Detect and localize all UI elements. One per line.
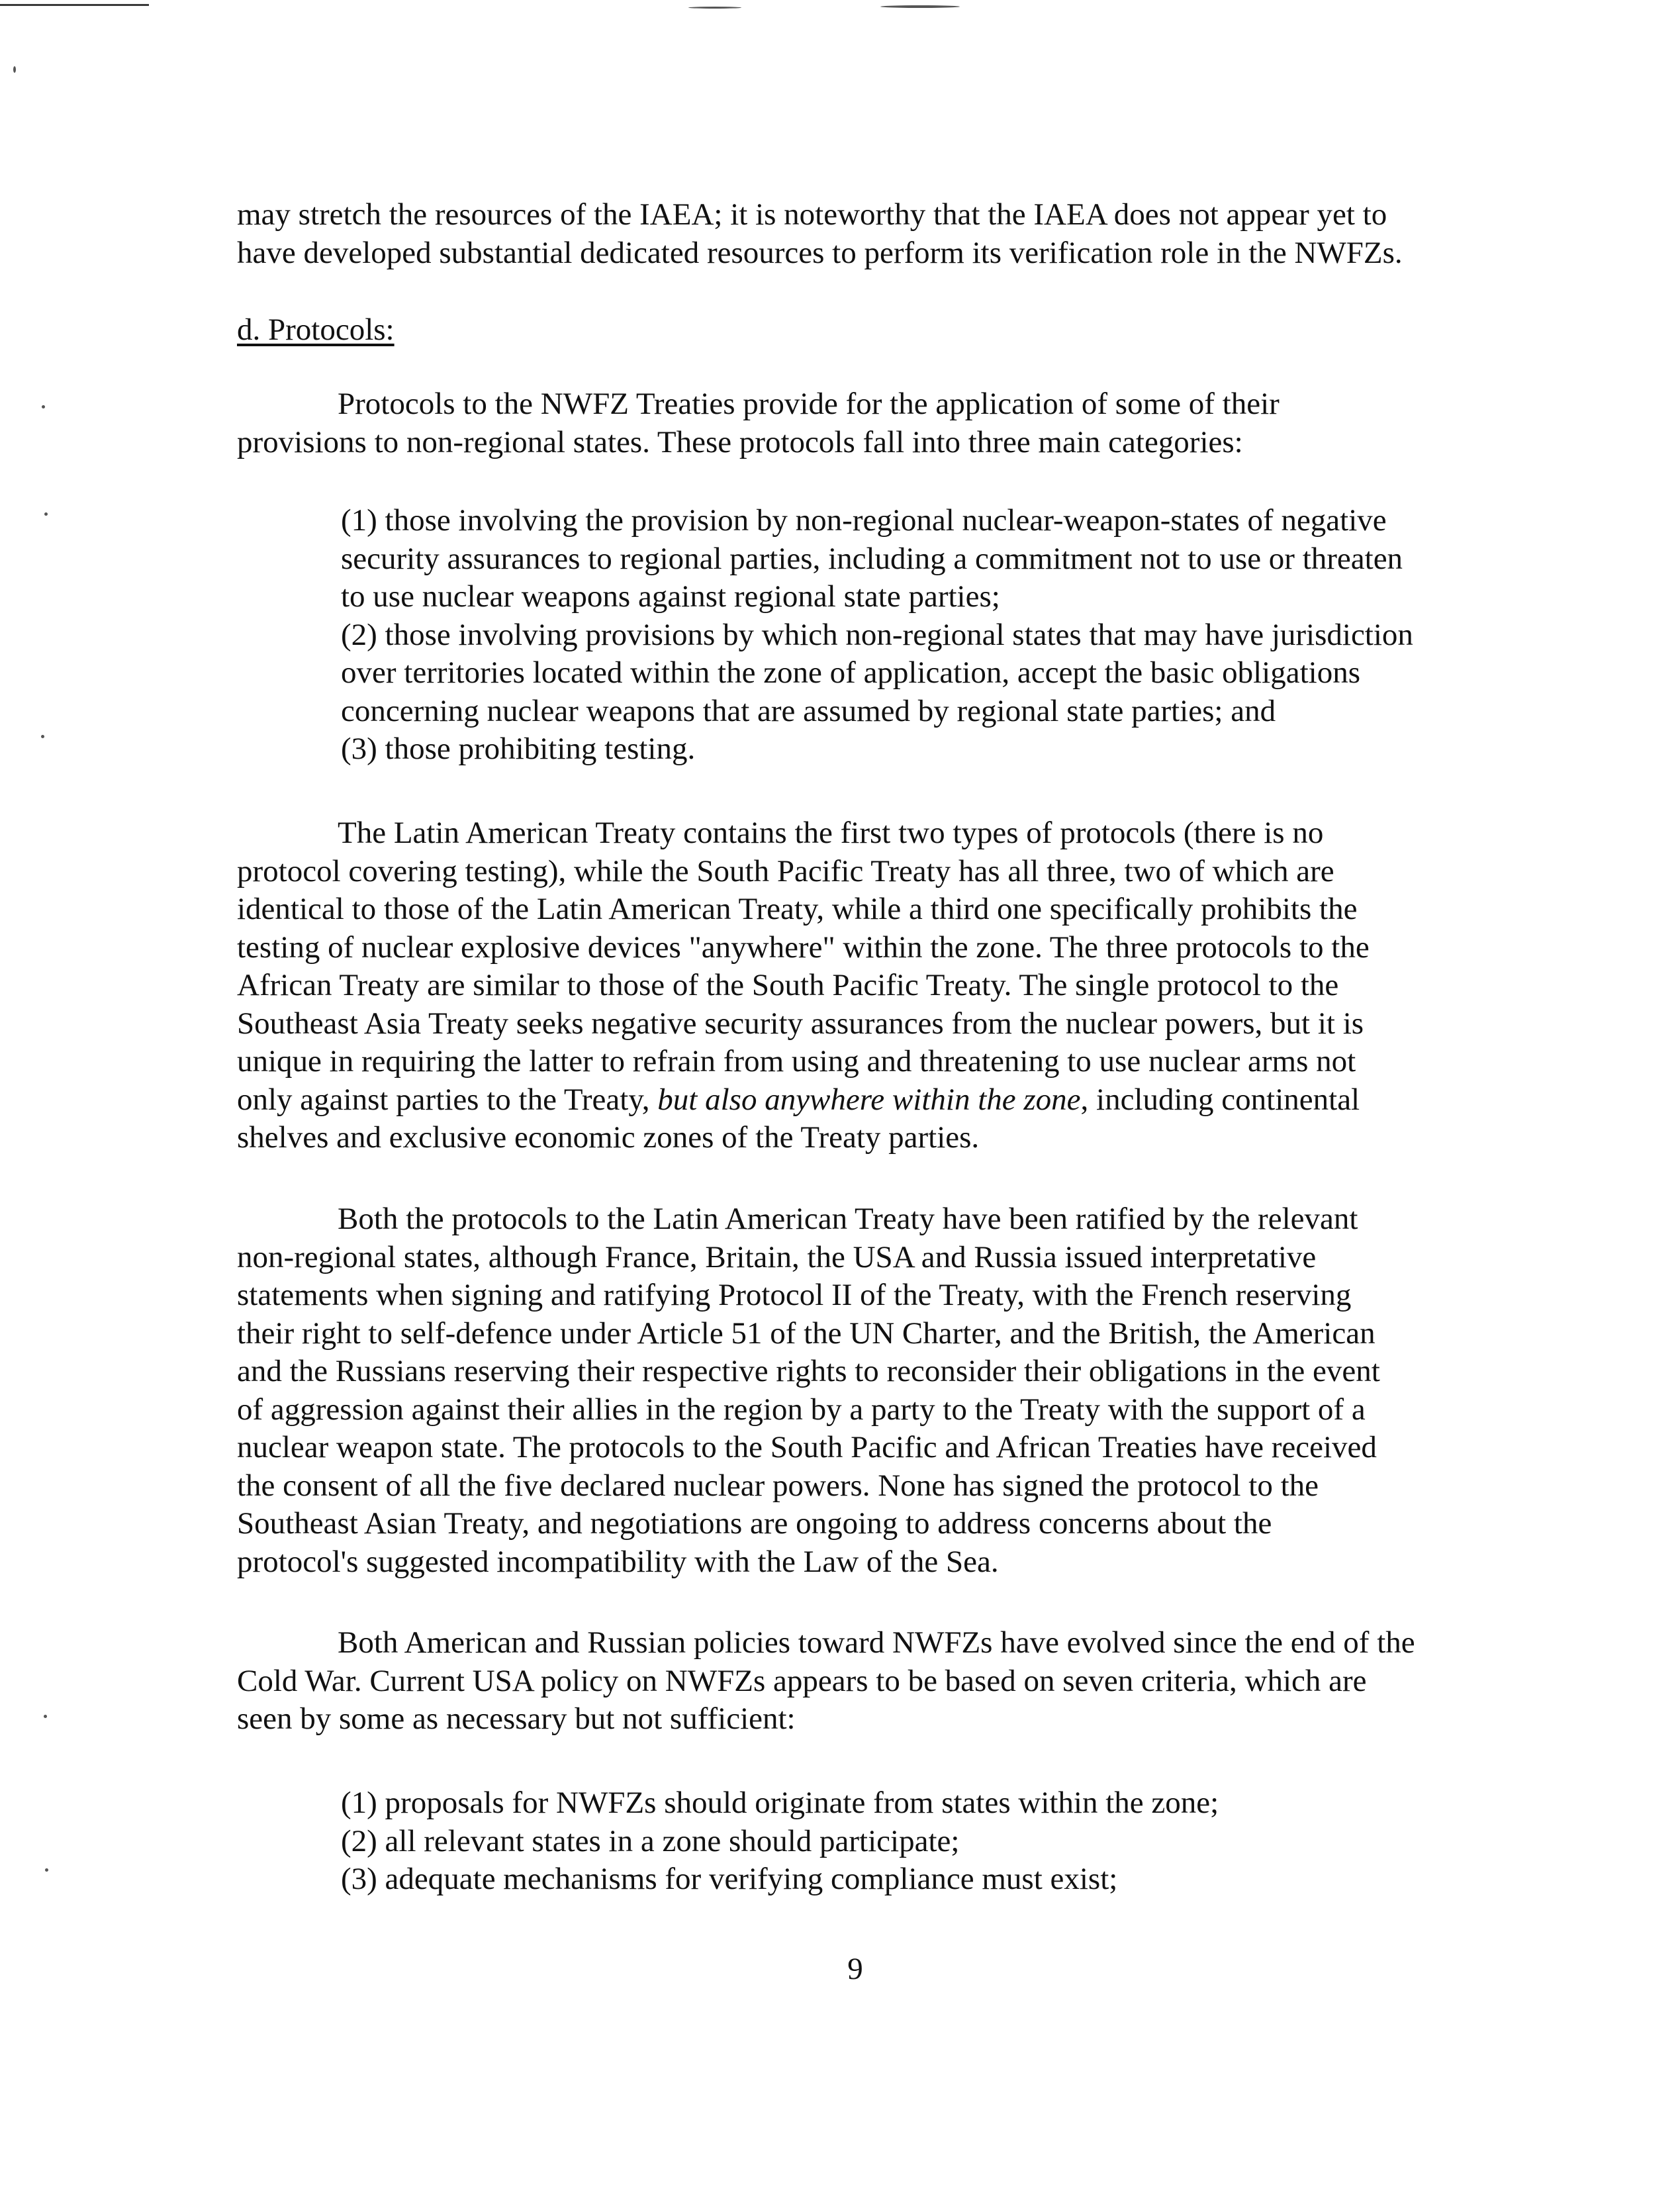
text-line: protocol covering testing), while the South Pacific Treaty has all three, two of which are xyxy=(237,853,1334,888)
text-line: may stretch the resources of the IAEA; it is noteworthy that the IAEA does not appear yet to xyxy=(237,197,1387,232)
scan-speck xyxy=(44,1715,47,1718)
text-line: seen by some as necessary but not sufficient: xyxy=(237,1701,796,1736)
text-line: The Latin American Treaty contains the first two types of protocols (there is no xyxy=(338,816,1324,850)
text-line: shelves and exclusive economic zones of the Treaty parties. xyxy=(237,1120,980,1155)
text-line: the consent of all the five declared nuclear powers. None has signed the protocol to the xyxy=(237,1468,1319,1503)
list-line: (2) those involving provisions by which non-regional states that may have jurisdiction xyxy=(341,617,1413,652)
text-line: Both the protocols to the Latin American Treaty have been ratified by the relevant xyxy=(338,1202,1358,1236)
latin-american-treaty-paragraph xyxy=(237,814,1534,1157)
text-line: and the Russians reserving their respective rights to reconsider their obligations in the event xyxy=(237,1354,1380,1388)
text-line: Southeast Asia Treaty seeks negative security assurances from the nuclear powers, but it is xyxy=(237,1006,1364,1041)
text-line: Cold War. Current USA policy on NWFZs appears to be based on seven criteria, which are xyxy=(237,1663,1367,1698)
scan-speck xyxy=(880,5,960,8)
protocol-categories-list xyxy=(341,502,1546,769)
list-line: (1) proposals for NWFZs should originate from states within the zone; xyxy=(341,1786,1219,1820)
text-line: Protocols to the NWFZ Treaties provide for the application of some of their xyxy=(338,387,1280,421)
text-line: nuclear weapon state. The protocols to the South Pacific and African Treaties have received xyxy=(237,1430,1377,1464)
scan-speck xyxy=(42,405,45,408)
section-heading-protocols: d. Protocols: xyxy=(237,312,395,347)
emphasized-text: but also anywhere within the zone xyxy=(657,1082,1081,1117)
page-number: 9 xyxy=(847,1952,863,1986)
text-run: only against parties to the Treaty, xyxy=(237,1082,658,1117)
list-line: to use nuclear weapons against regional state parties; xyxy=(341,579,1000,614)
list-line: (3) those prohibiting testing. xyxy=(341,732,696,766)
text-line: protocol's suggested incompatibility with the Law of the Sea. xyxy=(237,1544,999,1579)
scan-speck xyxy=(688,7,741,9)
list-line: (2) all relevant states in a zone should participate; xyxy=(341,1823,960,1858)
list-line: concerning nuclear weapons that are assumed by regional state parties; and xyxy=(341,693,1276,728)
text-line: have developed substantial dedicated resources to perform its verification role in the NWFZs. xyxy=(237,235,1403,270)
text-line: provisions to non-regional states. These protocols fall into three main categories: xyxy=(237,424,1243,459)
scan-speck xyxy=(41,735,44,738)
text-line: statements when signing and ratifying Protocol II of the Treaty, with the French reserving xyxy=(237,1278,1352,1312)
policy-criteria-list xyxy=(341,1784,1546,1899)
list-line: (1) those involving the provision by non-regional nuclear-weapon-states of negative xyxy=(341,503,1387,538)
scan-speck xyxy=(45,1868,48,1872)
list-line: security assurances to regional parties, including a commitment not to use or threaten xyxy=(341,541,1403,576)
text-line: testing of nuclear explosive devices "anywhere" within the zone. The three protocols to the xyxy=(237,930,1370,965)
scan-speck xyxy=(13,66,16,73)
text-line: African Treaty are similar to those of the South Pacific Treaty. The single protocol to the xyxy=(237,968,1339,1002)
ratification-paragraph xyxy=(237,1200,1534,1581)
intro-paragraph xyxy=(237,196,1534,272)
protocols-intro-paragraph xyxy=(237,385,1534,461)
text-line-with-emphasis xyxy=(237,1081,1534,1120)
text-line: their right to self-defence under Article 51 of the UN Charter, and the British, the American xyxy=(237,1316,1376,1351)
text-line: unique in requiring the latter to refrain from using and threatening to use nuclear arms not xyxy=(237,1044,1356,1078)
policy-paragraph xyxy=(237,1624,1534,1739)
scan-speck xyxy=(44,512,48,516)
list-line: (3) adequate mechanisms for verifying compliance must exist; xyxy=(341,1862,1118,1896)
text-line: Southeast Asian Treaty, and negotiations are ongoing to address concerns about the xyxy=(237,1506,1272,1541)
text-line: of aggression against their allies in the region by a party to the Treaty with the support of a xyxy=(237,1392,1366,1427)
list-line: over territories located within the zone of application, accept the basic obligations xyxy=(341,655,1361,690)
scan-edge-rule xyxy=(0,4,149,6)
text-run: , including continental xyxy=(1080,1082,1360,1117)
text-line: identical to those of the Latin American Treaty, while a third one specifically prohibits the xyxy=(237,892,1358,926)
text-line: non-regional states, although France, Britain, the USA and Russia issued interpretative xyxy=(237,1239,1317,1274)
text-line: Both American and Russian policies toward NWFZs have evolved since the end of the xyxy=(338,1625,1415,1660)
